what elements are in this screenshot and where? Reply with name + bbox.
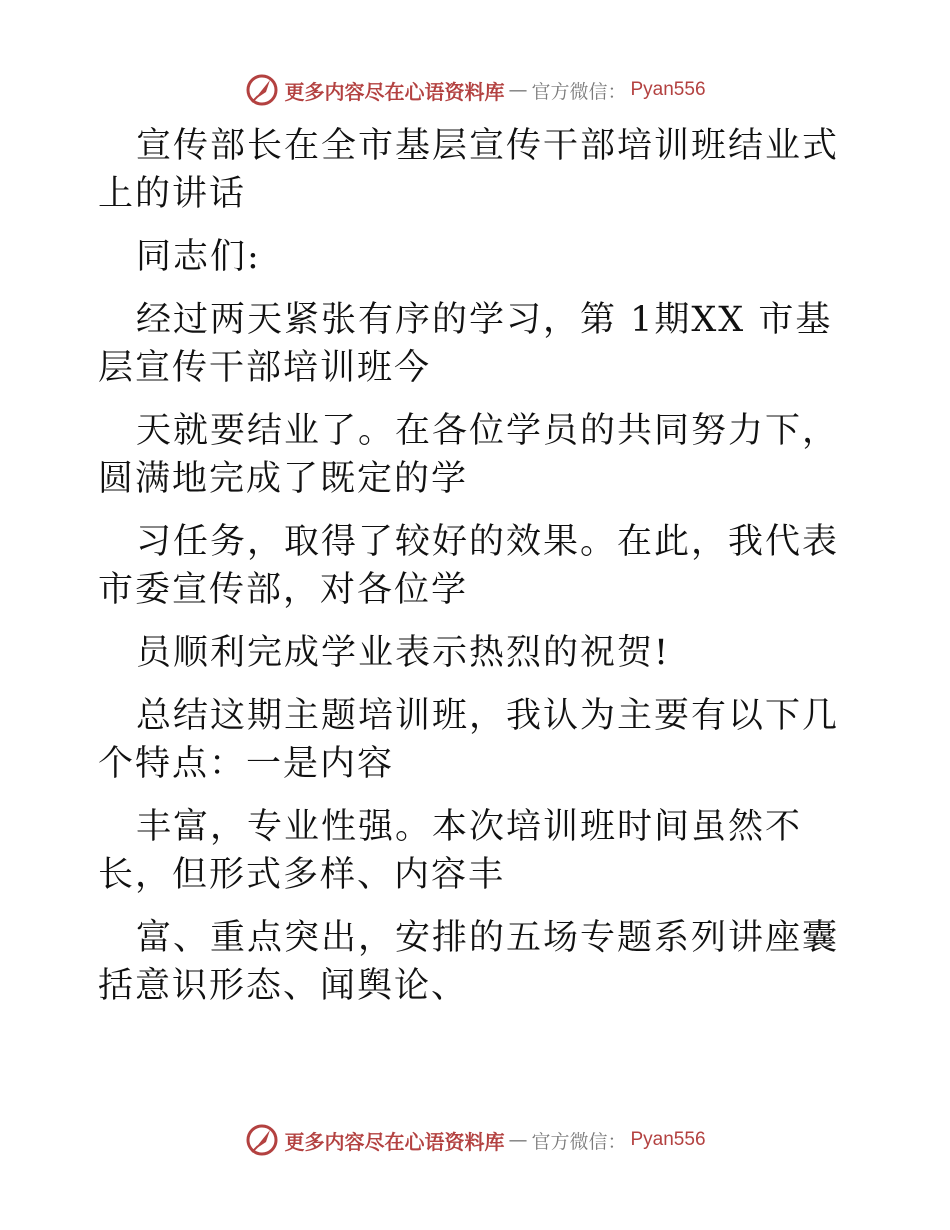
header-wechat-label: 官方微信：	[531, 80, 627, 103]
paragraph: 习任务，取得了较好的效果。在此，我代表市委宣传部，对各位学	[98, 522, 840, 610]
header-dash: —	[508, 79, 528, 101]
footer-dash: —	[508, 1129, 528, 1151]
footer-banner	[0, 1120, 950, 1160]
salutation: 同志们:	[136, 237, 261, 277]
paragraph: 富、重点突出，安排的五场专题系列讲座囊括意识形态、闻舆论、	[98, 918, 840, 1006]
paragraph: 天就要结业了。在各位学员的共同努力下，圆满地完成了既定的学	[98, 411, 840, 499]
header-wechat-id: Pyan556	[630, 79, 706, 100]
footer-wechat-id: Pyan556	[630, 1129, 706, 1150]
header-slogan: 更多内容尽在心语资料库	[284, 79, 505, 104]
paragraph: 丰富，专业性强。本次培训班时间虽然不长，但形式多样、内容丰	[98, 807, 803, 895]
document-body	[98, 122, 858, 1025]
feather-pen-logo-icon	[244, 72, 280, 108]
footer-wechat-label: 官方微信：	[531, 1130, 627, 1153]
paragraph: 员顺利完成学业表示热烈的祝贺!	[136, 633, 671, 673]
paragraph: 总结这期主题培训班，我认为主要有以下几个特点：一是内容	[98, 696, 840, 784]
footer-slogan: 更多内容尽在心语资料库	[284, 1129, 505, 1154]
document-title: 宣传部长在全市基层宣传干部培训班结业式上的讲话	[98, 126, 840, 214]
feather-pen-logo-icon	[244, 1122, 280, 1158]
header-banner	[0, 70, 950, 110]
paragraph: 经过两天紧张有序的学习，第 1期XX 市基层宣传干部培训班今	[98, 300, 833, 388]
